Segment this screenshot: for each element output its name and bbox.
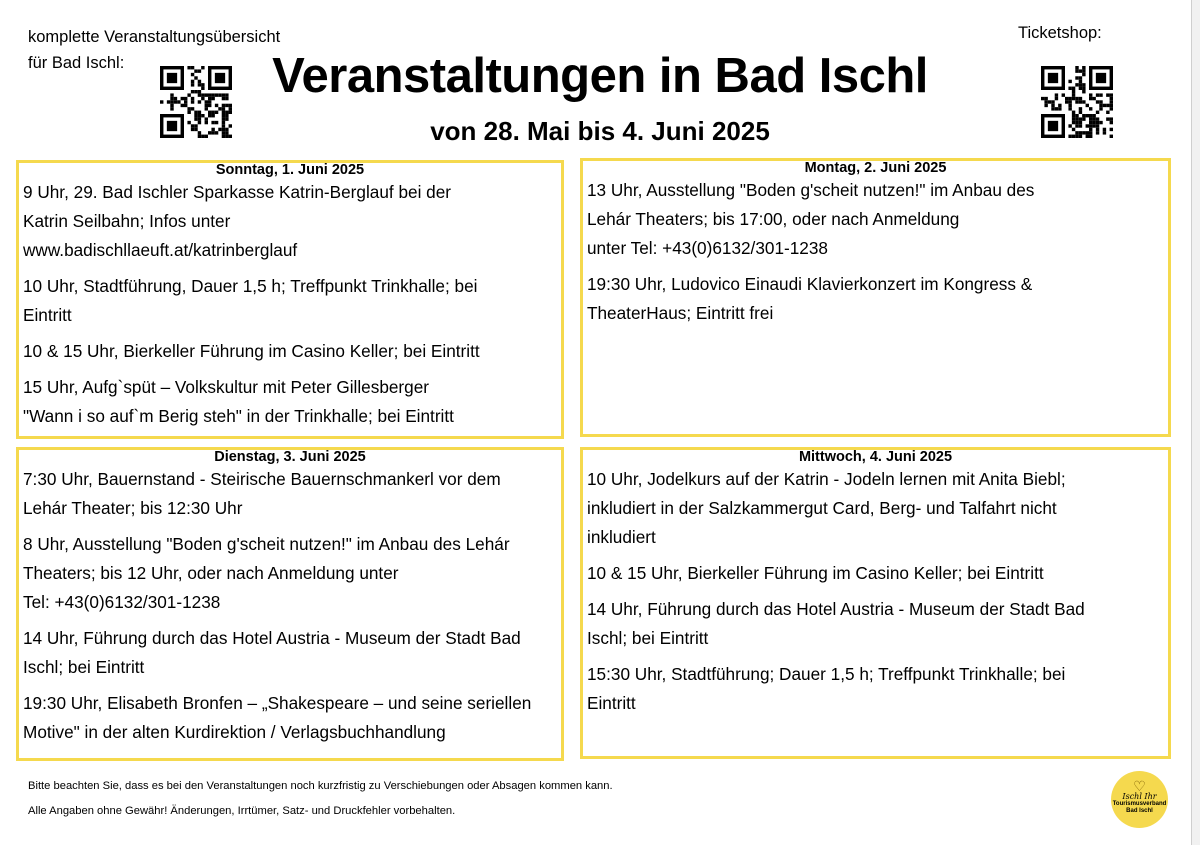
logo-line-1: Tourismusverband: [1112, 801, 1167, 807]
event-item: [23, 465, 557, 523]
event-list: [19, 178, 561, 431]
tourism-logo: [1111, 771, 1168, 828]
day-panel-tuesday: [16, 447, 564, 761]
event-text-line: 9 Uhr, 29. Bad Ischler Sparkasse Katrin-Berglauf bei der: [23, 182, 451, 202]
day-panel-wednesday: [580, 447, 1171, 759]
event-list: [583, 176, 1168, 328]
event-text-line: 10 & 15 Uhr, Bierkeller Führung im Casino Keller; bei Eintritt: [587, 563, 1044, 583]
event-text-line: inkludiert in der Salzkammergut Card, Berg- und Talfahrt nicht: [587, 498, 1057, 518]
day-heading: Dienstag, 3. Juni 2025: [214, 449, 366, 465]
event-item: [587, 176, 1164, 263]
event-text-line: 10 Uhr, Stadtführung, Dauer 1,5 h; Treffpunkt Trinkhalle; bei: [23, 276, 478, 296]
event-text-line: 8 Uhr, Ausstellung "Boden g'scheit nutzen!" im Anbau des Lehár: [23, 534, 510, 554]
event-text-line: Lehár Theater; bis 12:30 Uhr: [23, 498, 243, 518]
event-text-line: 15:30 Uhr, Stadtführung; Dauer 1,5 h; Treffpunkt Trinkhalle; bei: [587, 664, 1066, 684]
event-text-line: 19:30 Uhr, Elisabeth Bronfen – „Shakespeare – und seine seriellen: [23, 693, 532, 713]
event-text-line: Tel: +43(0)6132/301-1238: [23, 592, 221, 612]
event-text-line: 10 Uhr, Jodelkurs auf der Katrin - Jodeln lernen mit Anita Biebl;: [587, 469, 1066, 489]
event-text-line: Ischl; bei Eintritt: [587, 628, 709, 648]
event-text-line: 7:30 Uhr, Bauernstand - Steirische Bauernschmankerl vor dem: [23, 469, 501, 489]
event-text-line: Eintritt: [587, 693, 636, 713]
event-item: [587, 660, 1164, 718]
event-text-line: TheaterHaus; Eintritt frei: [587, 303, 774, 323]
event-text-line: "Wann i so auf`m Berig steh" in der Trinkhalle; bei Eintritt: [23, 406, 454, 426]
day-panel-sunday: [16, 160, 564, 439]
event-text-line: inkludiert: [587, 527, 656, 547]
event-text-line: Theaters; bis 12 Uhr, oder nach Anmeldung unter: [23, 563, 399, 583]
event-text-line: Lehár Theaters; bis 17:00, oder nach Anmeldung: [587, 209, 960, 229]
event-item: [23, 337, 557, 366]
logo-script-text: Ischl Ihr: [1122, 792, 1157, 801]
event-item: [23, 530, 557, 617]
logo-line-2: Bad Ischl: [1126, 808, 1153, 814]
event-text-line: www.badischllaeuft.at/katrinberglauf: [23, 240, 298, 260]
ticketshop-label: Ticketshop:: [1018, 24, 1102, 42]
event-text-line: 14 Uhr, Führung durch das Hotel Austria - Museum der Stadt Bad: [587, 599, 1085, 619]
event-item: [23, 689, 557, 747]
event-item: [23, 272, 557, 330]
day-heading: Mittwoch, 4. Juni 2025: [798, 449, 953, 465]
event-item: [587, 559, 1164, 588]
event-text-line: Ischl; bei Eintritt: [23, 657, 145, 677]
event-list: [583, 465, 1168, 718]
event-text-line: 15 Uhr, Aufg`spüt – Volkskultur mit Peter Gillesberger: [23, 377, 430, 397]
day-heading: Sonntag, 1. Juni 2025: [215, 162, 365, 178]
event-item: [23, 624, 557, 682]
event-item: [587, 595, 1164, 653]
event-text-line: 10 & 15 Uhr, Bierkeller Führung im Casino Keller; bei Eintritt: [23, 341, 480, 361]
overview-line-1: komplette Veranstaltungsübersicht: [28, 28, 281, 46]
page-title: Veranstaltungen in Bad Ischl: [272, 49, 928, 103]
event-text-line: 19:30 Uhr, Ludovico Einaudi Klavierkonzert im Kongress &: [587, 274, 1033, 294]
event-text-line: Motive" in der alten Kurdirektion / Verlagsbuchhandlung: [23, 722, 446, 742]
event-text-line: Katrin Seilbahn; Infos unter: [23, 211, 231, 231]
event-item: [23, 178, 557, 265]
event-item: [587, 270, 1164, 328]
day-heading: Montag, 2. Juni 2025: [804, 160, 947, 176]
footer-note-2: Alle Angaben ohne Gewähr! Änderungen, Irrtümer, Satz- und Druckfehler vorbehalten.: [28, 805, 456, 817]
event-list: [19, 465, 561, 747]
event-text-line: 13 Uhr, Ausstellung "Boden g'scheit nutzen!" im Anbau des: [587, 180, 1035, 200]
page-subtitle: von 28. Mai bis 4. Juni 2025: [430, 116, 770, 146]
event-text-line: 14 Uhr, Führung durch das Hotel Austria - Museum der Stadt Bad: [23, 628, 521, 648]
overview-line-2: für Bad Ischl:: [28, 54, 125, 72]
day-panel-monday: [580, 158, 1171, 437]
event-text-line: Eintritt: [23, 305, 72, 325]
event-text-line: unter Tel: +43(0)6132/301-1238: [587, 238, 828, 258]
event-item: [587, 465, 1164, 552]
heart-icon: ♡: [1133, 778, 1146, 794]
footer-note-1: Bitte beachten Sie, dass es bei den Veranstaltungen noch kurzfristig zu Verschiebungen oder Absagen kommen kann.: [28, 780, 613, 792]
event-item: [23, 373, 557, 431]
